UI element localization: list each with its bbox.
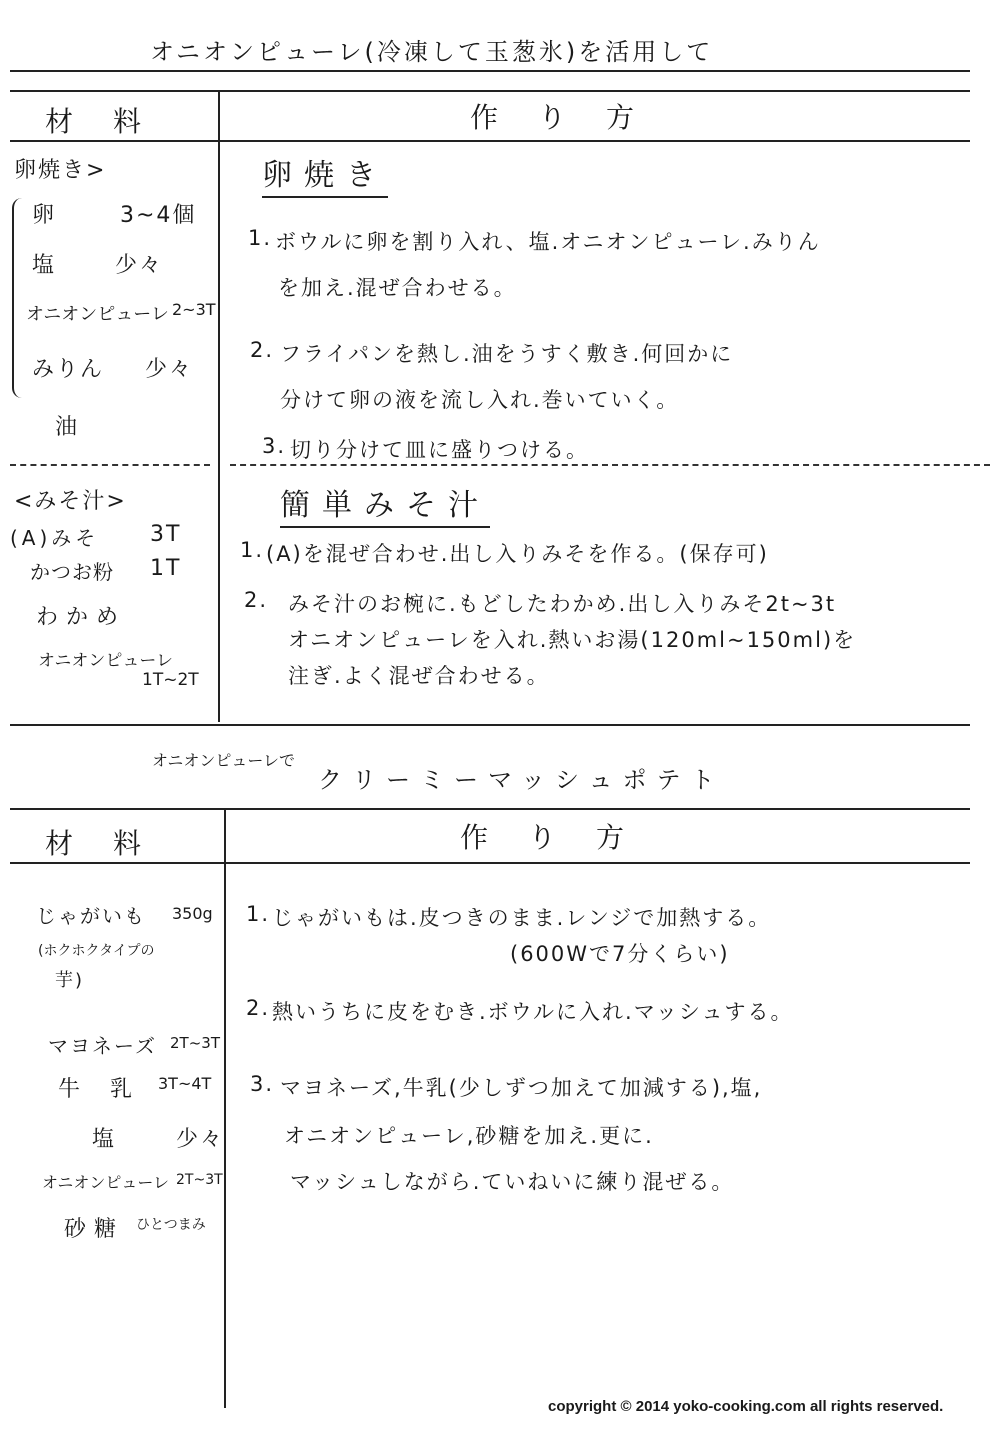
ingredient-name: かつお粉 — [30, 560, 114, 584]
ingredient-name: 卵 — [32, 203, 57, 228]
divider — [10, 862, 970, 864]
ingredient-name: 塩 — [32, 253, 57, 278]
step-text: 注ぎ.よく混ぜ合わせる。 — [288, 664, 550, 688]
step-text: オニオンピューレ,砂糖を加え.更に. — [284, 1124, 654, 1148]
ingredients-section-title: 卵焼き> — [14, 158, 107, 183]
ingredient-name: わかめ — [36, 605, 127, 630]
bracket — [12, 198, 28, 398]
ingredient-qty: 2T~3T — [176, 1172, 223, 1188]
step-number: 1. — [240, 538, 265, 562]
divider — [10, 70, 970, 72]
ingredient-name: マヨネーズ — [48, 1034, 157, 1058]
section-separator — [230, 464, 990, 466]
ingredient-qty: 少々 — [145, 357, 194, 382]
ingredient-qty: 少々 — [176, 1127, 225, 1152]
step-number: 1. — [246, 902, 271, 926]
ingredient-name: 芋) — [55, 970, 85, 991]
step-number: 3. — [250, 1072, 275, 1096]
step-number: 3. — [262, 434, 287, 458]
divider — [10, 140, 970, 142]
method-header: 作り方 — [460, 821, 665, 854]
ingredient-qty: 2~3T — [172, 300, 216, 319]
step-text: を加え.混ぜ合わせる。 — [278, 276, 517, 300]
ingredient-qty: 1T — [150, 556, 182, 581]
ingredient-qty: 3T — [150, 522, 182, 547]
step-text: みそ汁のお椀に.もどしたわかめ.出し入りみそ2t~3t — [288, 592, 837, 616]
step-number: 1. — [248, 226, 273, 250]
step-text: マッシュしながら.ていねいに練り混ぜる。 — [290, 1170, 735, 1194]
method-section-title: 簡単みそ汁 — [280, 480, 490, 528]
ingredient-name: (ホクホクタイプの — [38, 943, 155, 959]
ingredients-header: 材料 — [45, 105, 182, 138]
step-number: 2. — [250, 338, 275, 362]
ingredient-name: 牛乳 — [58, 1077, 163, 1102]
step-number: 2. — [246, 996, 271, 1020]
divider — [10, 724, 970, 726]
step-text: (A)を混ぜ合わせ.出し入りみそを作る。(保存可) — [266, 542, 769, 566]
ingredients-section-title: <みそ汁> — [14, 489, 127, 514]
ingredient-qty: 3T~4T — [158, 1074, 212, 1093]
ingredient-name: オニオンピューレ — [38, 651, 173, 671]
ingredient-name: オニオンピューレ — [26, 304, 169, 325]
ingredient-qty: 2T~3T — [170, 1034, 220, 1052]
ingredients-header: 材料 — [45, 827, 182, 860]
ingredient-qty: 少々 — [115, 253, 164, 278]
ingredient-qty: 1T~2T — [142, 670, 199, 690]
section-separator — [10, 464, 210, 466]
step-text: 分けて卵の液を流し入れ.巻いていく。 — [280, 388, 680, 412]
ingredient-name: じゃがいも — [36, 904, 146, 928]
copyright: copyright © 2014 yoko-cooking.com all rights reserved. — [548, 1398, 944, 1415]
ingredient-qty: 350g — [172, 904, 213, 923]
step-text: オニオンピューレを入れ.熱いお湯(120ml~150ml)を — [288, 628, 857, 652]
step-text: フライパンを熱し.油をうすく敷き.何回かに — [280, 342, 734, 366]
ingredient-qty: ひとつまみ — [136, 1217, 206, 1233]
recipe1-title: オニオンピューレ(冷凍して玉葱氷)を活用して — [150, 38, 714, 66]
step-text: 熱いうちに皮をむき.ボウルに入れ.マッシュする。 — [272, 1000, 794, 1024]
ingredient-name: 砂糖 — [64, 1217, 125, 1242]
divider — [10, 90, 970, 92]
ingredient-qty: 3~4個 — [120, 203, 197, 228]
step-text: じゃがいもは.皮つきのまま.レンジで加熱する。 — [272, 906, 772, 930]
column-divider — [224, 808, 226, 1408]
ingredient-name: 塩 — [92, 1127, 117, 1152]
divider — [10, 808, 970, 810]
step-number: 2. — [244, 588, 269, 612]
method-header: 作り方 — [470, 101, 675, 134]
step-text: マヨネーズ,牛乳(少しずつ加えて加減する),塩, — [280, 1076, 763, 1100]
step-text: ボウルに卵を割り入れ、塩.オニオンピューレ.みりん — [275, 230, 821, 254]
recipe2-title: クリーミーマッシュポテト — [318, 766, 725, 794]
ingredient-name: オニオンピューレ — [42, 1173, 170, 1192]
column-divider — [218, 90, 220, 722]
ingredient-name: みりん — [32, 357, 105, 382]
ingredient-name: (A)みそ — [10, 526, 100, 550]
recipe2-title-prefix: オニオンピューレで — [152, 751, 296, 770]
step-text: 切り分けて皿に盛りつける。 — [290, 438, 589, 462]
ingredient-name: 油 — [55, 415, 80, 440]
step-text: (600Wで7分くらい) — [510, 942, 730, 966]
method-section-title: 卵焼き — [262, 150, 388, 198]
